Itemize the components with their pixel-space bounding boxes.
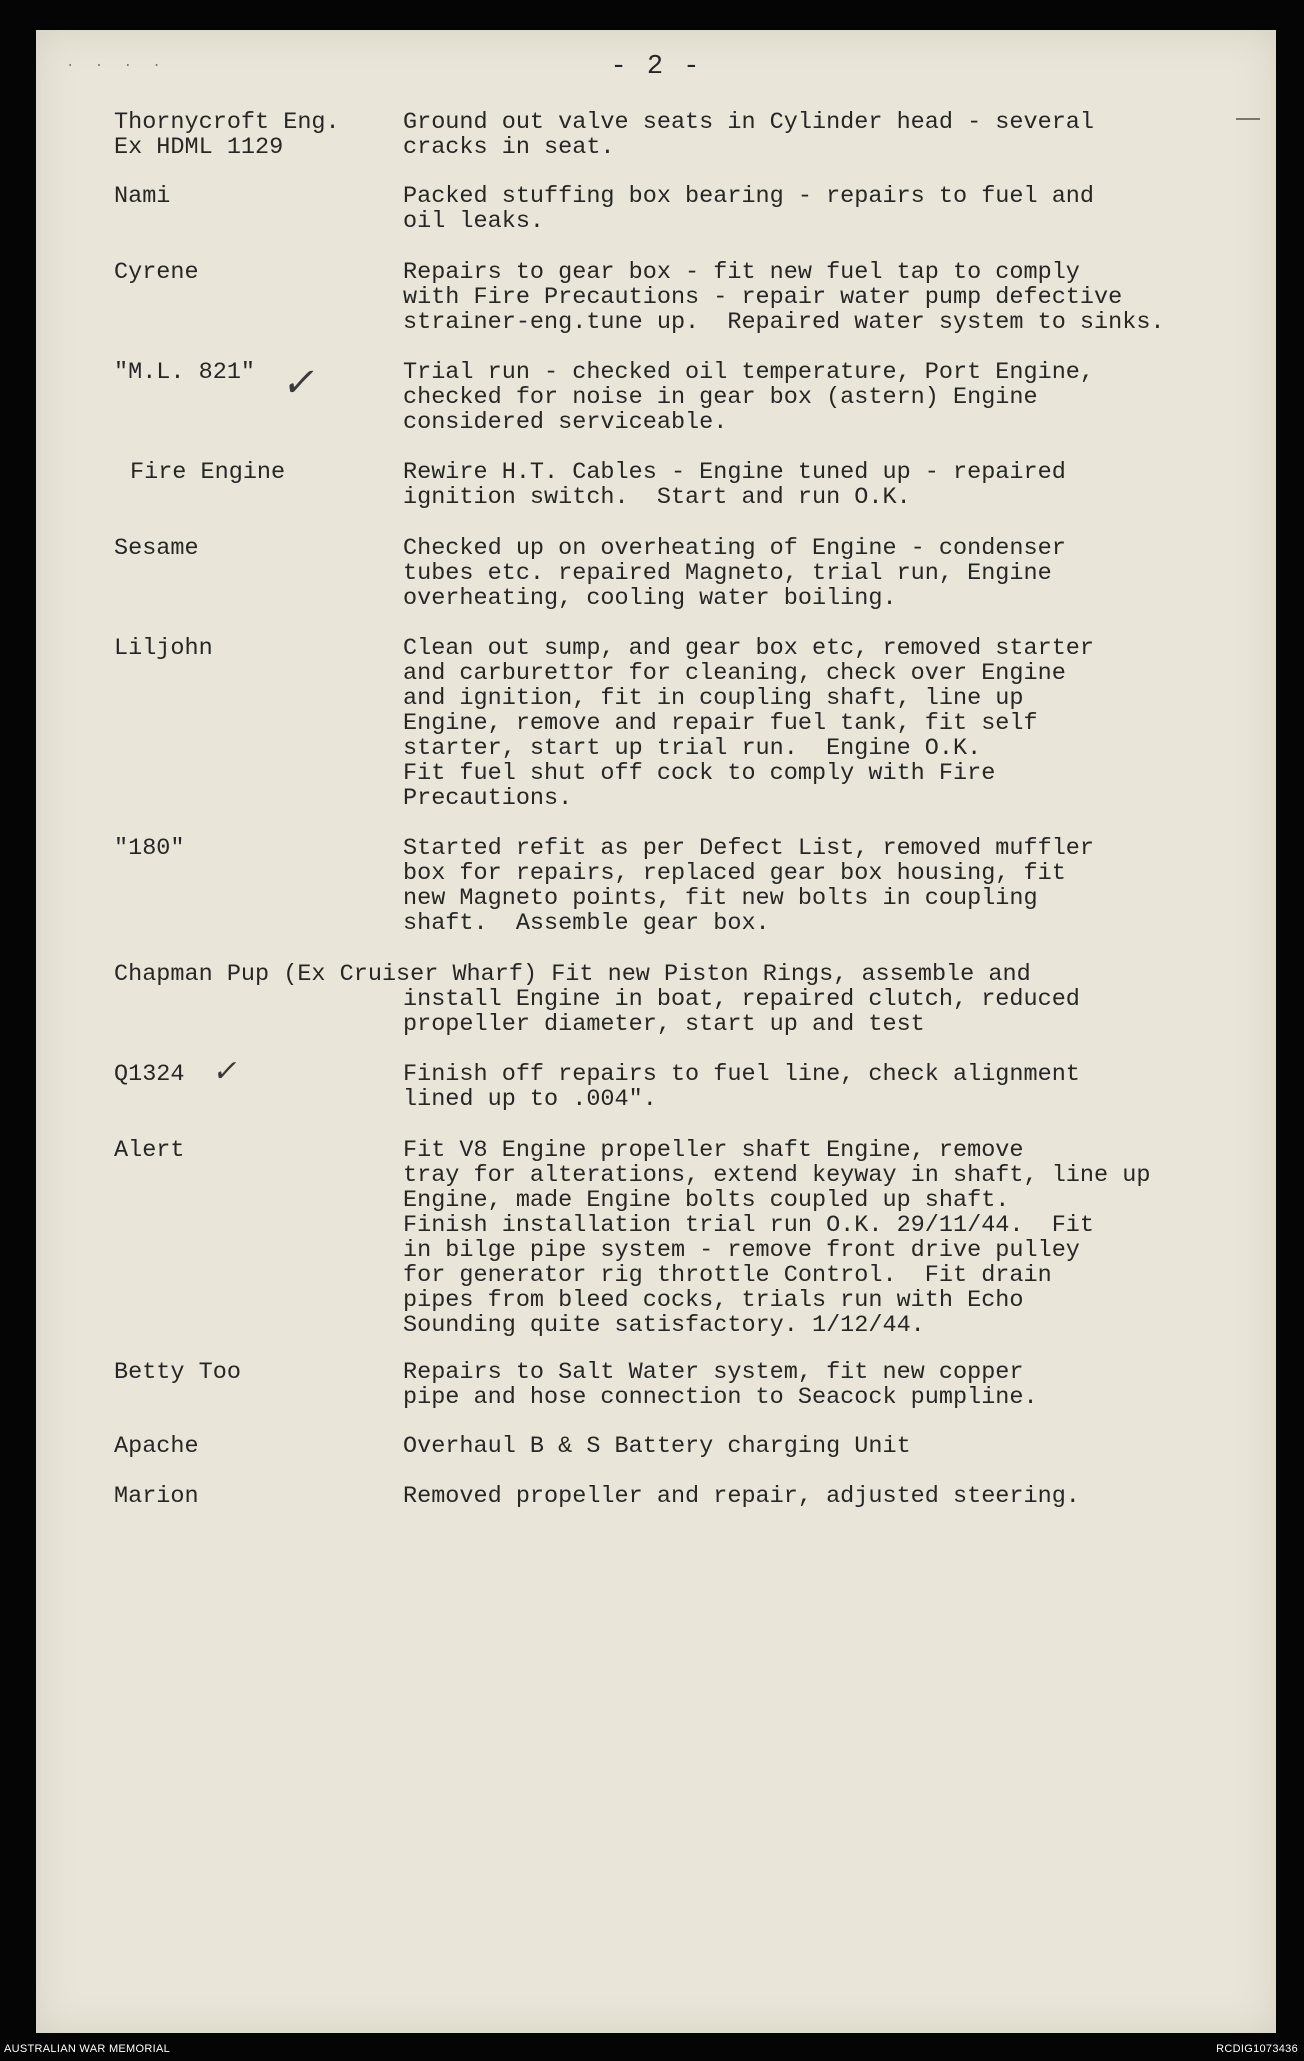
work-line: propeller diameter, start up and test xyxy=(403,1011,925,1038)
work-description xyxy=(403,184,1263,234)
work-line: Repairs to Salt Water system, fit new copper xyxy=(403,1359,1024,1386)
work-line: new Magneto points, fit new bolts in coupling xyxy=(403,885,1038,912)
document-page xyxy=(36,30,1276,2033)
work-line: in bilge pipe system - remove front drive pulley xyxy=(403,1237,1080,1264)
work-line: lined up to .004". xyxy=(403,1086,657,1113)
work-line: ignition switch. Start and run O.K. xyxy=(403,484,911,511)
work-line: Clean out sump, and gear box etc, removed starter xyxy=(403,635,1095,662)
page-number: - 2 - xyxy=(610,52,702,82)
work-description xyxy=(403,1138,1263,1338)
vessel-name: "180" xyxy=(114,835,185,862)
work-line: Ground out valve seats in Cylinder head - several xyxy=(403,109,1095,136)
work-description xyxy=(403,987,1263,1037)
work-line: strainer-eng.tune up. Repaired water system to sinks. xyxy=(403,309,1165,336)
work-line: Fit new Piston Rings, assemble and xyxy=(551,961,1031,988)
work-line: Overhaul B & S Battery charging Unit xyxy=(403,1433,911,1460)
checkmark-icon: ✓ xyxy=(210,1054,243,1089)
vessel-name: Sesame xyxy=(114,535,199,562)
vessel-name: Apache xyxy=(114,1433,199,1460)
work-line: oil leaks. xyxy=(403,208,545,235)
work-line: Packed stuffing box bearing - repairs to fuel and xyxy=(403,183,1095,210)
work-line: install Engine in boat, repaired clutch, reduced xyxy=(403,986,1080,1013)
work-line: Checked up on overheating of Engine - condenser xyxy=(403,535,1066,562)
footer-document-id: RCDIG1073436 xyxy=(1216,2043,1298,2055)
work-line: pipe and hose connection to Seacock pumpline. xyxy=(403,1384,1038,1411)
work-line: and carburettor for cleaning, check over Engine xyxy=(403,660,1066,687)
work-line: for generator rig throttle Control. Fit drain xyxy=(403,1262,1052,1289)
work-line: box for repairs, replaced gear box housing, fit xyxy=(403,860,1066,887)
work-description xyxy=(403,536,1263,611)
vessel-name: "M.L. 821" xyxy=(114,359,256,386)
work-description xyxy=(403,460,1263,510)
work-line: tubes etc. repaired Magneto, trial run, Engine xyxy=(403,560,1052,587)
work-description xyxy=(403,1062,1263,1112)
vessel-name: Thornycroft Eng. Ex HDML 1129 xyxy=(114,109,340,161)
work-line: Engine, made Engine bolts coupled up shaft. xyxy=(403,1187,1010,1214)
work-description xyxy=(403,1484,1263,1509)
work-line: Fit V8 Engine propeller shaft Engine, remove xyxy=(403,1137,1024,1164)
vessel-name: Betty Too xyxy=(114,1359,241,1386)
work-line: and ignition, fit in coupling shaft, line up xyxy=(403,685,1024,712)
work-line: Fit fuel shut off cock to comply with Fire xyxy=(403,760,996,787)
work-description xyxy=(403,110,1263,160)
work-line: starter, start up trial run. Engine O.K. xyxy=(403,735,982,762)
work-line: Started refit as per Defect List, removed muffler xyxy=(403,835,1095,862)
work-line: tray for alterations, extend keyway in shaft, line up xyxy=(403,1162,1151,1189)
vessel-name: Alert xyxy=(114,1137,185,1164)
footer-source-label: AUSTRALIAN WAR MEMORIAL xyxy=(4,2043,171,2055)
work-line: Finish installation trial run O.K. 29/11/44. Fit xyxy=(403,1212,1095,1239)
work-line: with Fire Precautions - repair water pump defective xyxy=(403,284,1123,311)
work-line: Trial run - checked oil temperature, Port Engine, xyxy=(403,359,1095,386)
vessel-name-text: Chapman Pup (Ex Cruiser Wharf) xyxy=(114,961,538,988)
work-line: Sounding quite satisfactory. 1/12/44. xyxy=(403,1312,925,1339)
work-description xyxy=(403,636,1263,811)
checkmark-icon: ✓ xyxy=(279,360,323,406)
work-line: Repairs to gear box - fit new fuel tap to comply xyxy=(403,259,1080,286)
work-description xyxy=(403,1360,1263,1410)
work-description xyxy=(403,260,1263,335)
work-line: Rewire H.T. Cables - Engine tuned up - repaired xyxy=(403,459,1066,486)
vessel-name: Cyrene xyxy=(114,259,199,286)
work-line: cracks in seat. xyxy=(403,134,615,161)
work-line: Engine, remove and repair fuel tank, fit self xyxy=(403,710,1038,737)
work-line: pipes from bleed cocks, trials run with Echo xyxy=(403,1287,1024,1314)
work-line: checked for noise in gear box (astern) Engine xyxy=(403,384,1038,411)
work-line: overheating, cooling water boiling. xyxy=(403,585,897,612)
work-line: Finish off repairs to fuel line, check alignment xyxy=(403,1061,1080,1088)
work-description xyxy=(403,360,1263,435)
work-line: Removed propeller and repair, adjusted steering. xyxy=(403,1483,1080,1510)
work-line: Precautions. xyxy=(403,785,573,812)
paper-specks: · · · · xyxy=(66,58,167,74)
work-line: considered serviceable. xyxy=(403,409,728,436)
vessel-name: Marion xyxy=(114,1483,199,1510)
vessel-name: Fire Engine xyxy=(130,459,286,486)
work-description xyxy=(403,836,1263,936)
work-line: shaft. Assemble gear box. xyxy=(403,910,770,937)
vessel-name xyxy=(114,962,1031,987)
work-description xyxy=(403,1434,1263,1459)
vessel-name: Liljohn xyxy=(114,635,213,662)
vessel-name: Q1324 xyxy=(114,1061,185,1088)
vessel-name: Nami xyxy=(114,183,171,210)
